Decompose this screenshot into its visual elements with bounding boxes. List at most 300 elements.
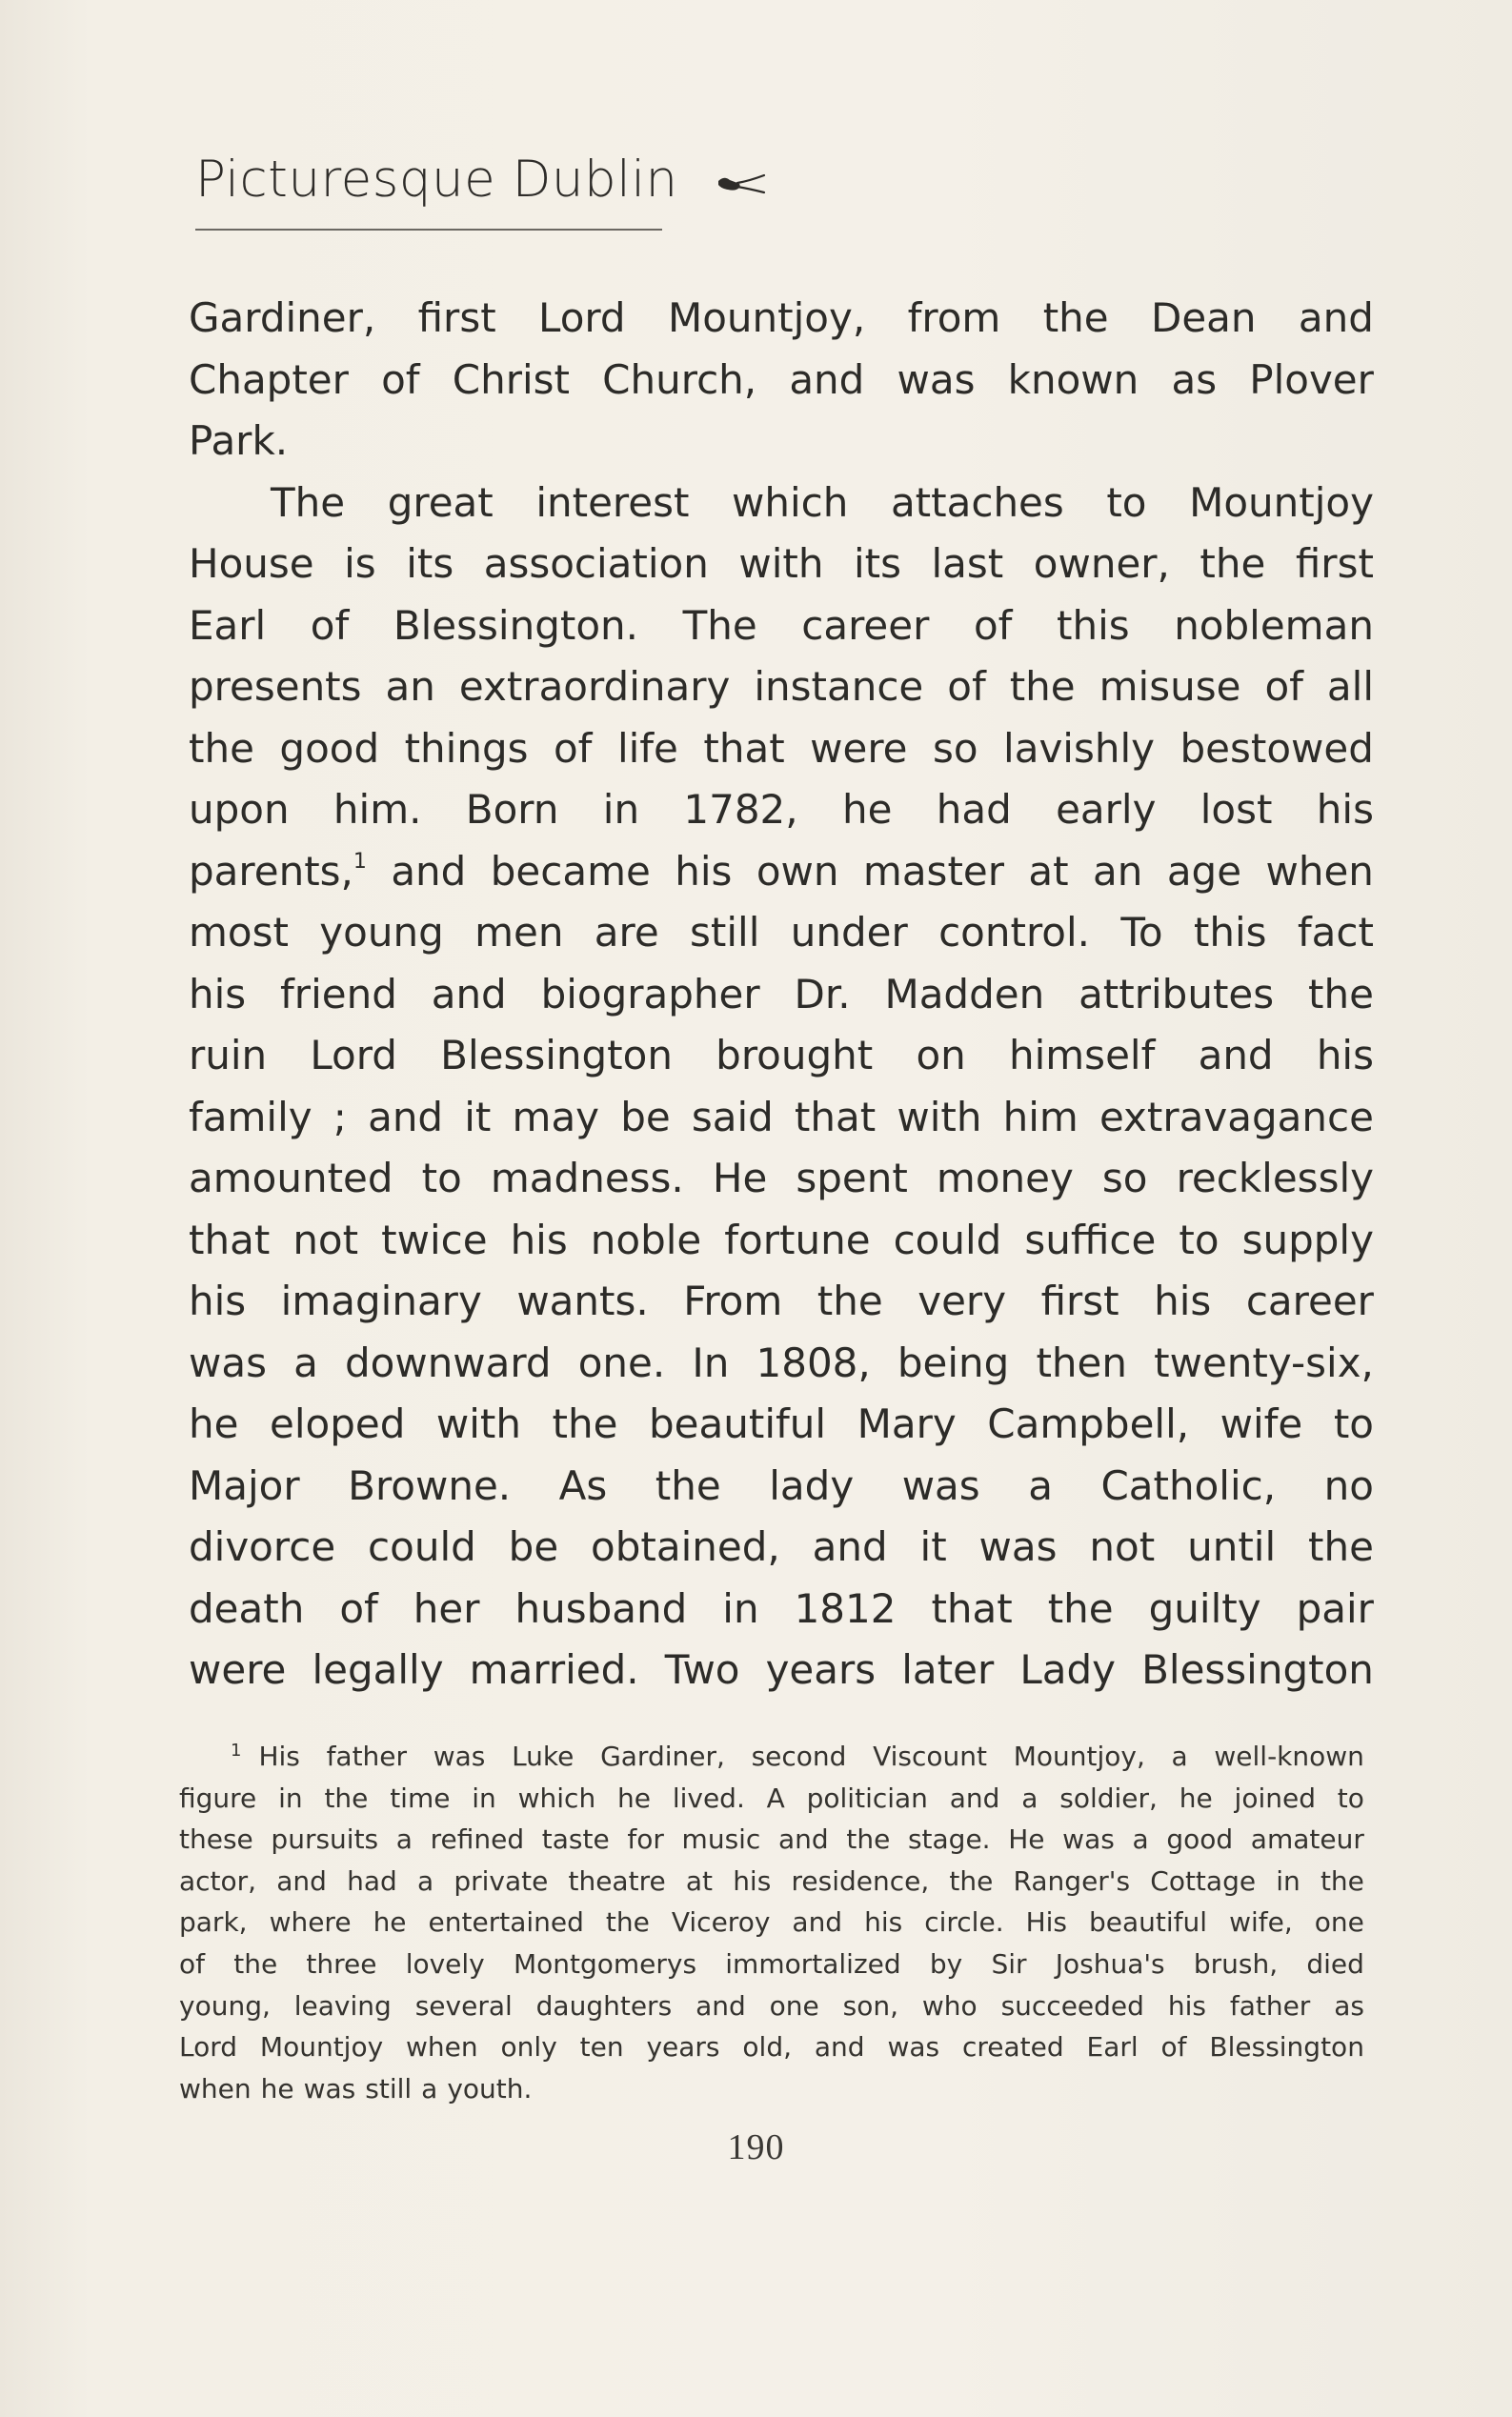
body-word: Park. [189, 417, 289, 464]
body-word: of [553, 724, 593, 772]
body-word: still [690, 909, 760, 956]
body-word: career [801, 601, 930, 649]
footnote-word: died [1306, 1947, 1364, 1980]
footnote-word: pursuits [271, 1823, 379, 1856]
body-word: ruin [189, 1032, 268, 1078]
footnote-word: and [814, 2031, 865, 2064]
footnote-word: the [605, 1906, 650, 1939]
footnote-line [179, 2026, 1364, 2068]
footnote-word: well-known [1214, 1741, 1364, 1772]
body-word: In [692, 1339, 730, 1386]
footnote-word: father [1229, 1989, 1311, 2022]
body-word: until [1187, 1523, 1277, 1570]
footnote-word: was [887, 2031, 940, 2064]
footnote-word: as [1334, 1989, 1364, 2022]
body-word: Blessington [440, 1032, 673, 1078]
body-word: Browne. [348, 1461, 512, 1509]
footnote-word: his [733, 1864, 772, 1897]
body-word: were [810, 724, 908, 772]
footnote-word: Gardiner, [600, 1741, 725, 1772]
body-word: Lady [1019, 1646, 1116, 1693]
body-line [189, 1517, 1374, 1579]
body-word: years [765, 1646, 877, 1693]
body-word: was [897, 355, 976, 403]
body-word: the [1307, 970, 1374, 1017]
footnote-word: daughters [535, 1989, 673, 2022]
footnote-word: Blessington [1209, 2031, 1364, 2064]
footnote-word: who [921, 1989, 978, 2022]
body-word: in [602, 786, 640, 833]
body-word: his [189, 1278, 247, 1324]
footnote-word: for [627, 1823, 664, 1856]
body-word: it [919, 1523, 947, 1570]
body-word: this [1056, 601, 1130, 649]
body-word: at [1028, 847, 1069, 895]
body-word: later [901, 1646, 995, 1693]
body-word: wife [1220, 1400, 1303, 1447]
footnote-word: Viscount [873, 1741, 988, 1772]
body-word: pair [1296, 1584, 1374, 1632]
footnote-word: Montgomerys [513, 1947, 697, 1980]
body-word: As [558, 1461, 608, 1509]
body-word: 1812 [794, 1584, 897, 1632]
footnote-word: brush, [1193, 1947, 1279, 1980]
footnote-word: he [1179, 1782, 1213, 1814]
footnote-word: was [1062, 1823, 1115, 1856]
footnote-word: where [269, 1906, 352, 1939]
body-word: became [490, 847, 651, 895]
body-line [189, 656, 1374, 718]
body-word: spent [796, 1155, 908, 1201]
body-word: himself [1008, 1032, 1156, 1078]
body-word: owner, [1033, 540, 1170, 587]
body-word: attaches [890, 478, 1064, 526]
running-head: Picturesque Dublin [195, 151, 678, 209]
footnote-word: of [179, 1947, 205, 1980]
body-word: so [932, 724, 978, 772]
body-word: of [310, 601, 350, 649]
footnote-word: the [324, 1782, 369, 1814]
body-line [189, 902, 1374, 964]
footnote-word: when [179, 2072, 252, 2105]
footnote-word: his [1167, 1989, 1206, 2022]
body-word: amounted [189, 1155, 393, 1201]
footnote-word: the [1320, 1864, 1364, 1897]
body-word: the [1308, 1523, 1374, 1570]
body-word: beautiful [649, 1400, 827, 1447]
footnote-word: succeeded [1000, 1989, 1144, 2022]
body-word: with [897, 1093, 982, 1140]
body-word: 1808, [756, 1339, 871, 1386]
footnote-line [179, 1778, 1364, 1820]
body-word: great [387, 478, 494, 526]
body-word: Blessington. [393, 601, 638, 649]
body-word: things [404, 724, 529, 772]
footnote-word: at [685, 1864, 714, 1897]
body-word: The [682, 601, 757, 649]
body-word: Mountjoy [1189, 478, 1374, 526]
body-word: instance [754, 663, 924, 710]
body-line [189, 473, 1374, 534]
footnote-word: and [778, 1823, 829, 1856]
body-word: being [897, 1339, 1010, 1386]
body-word: his [1154, 1278, 1212, 1324]
footnote-word: these [179, 1823, 253, 1856]
body-word: it [464, 1093, 492, 1140]
body-word: the [1200, 540, 1266, 587]
footnote-word: his [864, 1906, 903, 1939]
body-word: of [947, 663, 986, 710]
body-word: the [552, 1400, 618, 1447]
footnote-word: the [233, 1947, 278, 1980]
body-word: bestowed [1179, 724, 1374, 772]
body-word: to [421, 1155, 462, 1201]
footnote-word: ten [579, 2031, 624, 2064]
footnote-word: youth. [447, 2072, 533, 2105]
footnote-word: theatre [568, 1864, 666, 1897]
body-word: was [189, 1339, 267, 1386]
body-word: with [435, 1400, 522, 1447]
body-line [189, 1210, 1374, 1272]
footnote-word: Joshua's [1055, 1947, 1165, 1980]
footnote-word: a [416, 1864, 434, 1897]
body-word: the [189, 724, 254, 772]
footnotes [179, 1736, 1364, 2109]
body-word: first [1295, 540, 1374, 587]
body-word: Born [465, 786, 559, 833]
body-word: Plover [1249, 355, 1374, 403]
body-line [189, 1579, 1374, 1641]
body-word: fact [1297, 909, 1374, 956]
page-number: 190 [727, 2127, 785, 2167]
footnote-word: good [1166, 1823, 1234, 1856]
body-word: could [368, 1523, 476, 1570]
body-word: said [691, 1093, 774, 1140]
body-word: so [1101, 1155, 1148, 1201]
body-word: guilty [1148, 1584, 1261, 1632]
body-word: downward [344, 1339, 552, 1386]
body-word: of [973, 601, 1013, 649]
body-line [189, 1333, 1374, 1395]
body-word: be [620, 1093, 671, 1140]
footnote-word: figure [179, 1782, 257, 1814]
footnote-word: Cottage [1150, 1864, 1257, 1897]
footnote-word: immortalized [725, 1947, 901, 1980]
footnote-word: had [347, 1864, 397, 1897]
footnote-line [179, 1944, 1364, 1985]
footnote-word: in [472, 1782, 496, 1814]
body-word: married. [469, 1646, 639, 1693]
body-word: twice [381, 1216, 488, 1263]
body-line [189, 411, 1374, 473]
body-word: could [893, 1216, 1002, 1263]
body-word: Chapter [189, 355, 349, 403]
body-word: his [1316, 1032, 1374, 1078]
body-word: his [1316, 786, 1374, 833]
body-word: were [189, 1646, 287, 1693]
body-word: From [683, 1278, 783, 1324]
footnote-word: the [846, 1823, 891, 1856]
footnote-reference: 1 [353, 849, 367, 874]
body-word: men [474, 909, 564, 956]
footnote-word: in [278, 1782, 303, 1814]
footnote-word: and [276, 1864, 327, 1897]
body-word: that [189, 1216, 271, 1263]
body-word: ; [333, 1093, 347, 1140]
footnote-word: Luke [512, 1741, 575, 1772]
body-word: not [1089, 1523, 1156, 1570]
body-word: early [1056, 786, 1157, 833]
footnote-word: a [1021, 1782, 1038, 1814]
footnote-word: a [1171, 1741, 1188, 1772]
footnote-line [179, 1902, 1364, 1944]
footnote-word: Lord [179, 2031, 238, 2064]
body-line [189, 964, 1374, 1026]
body-word: young [319, 909, 444, 956]
body-word: that [931, 1584, 1013, 1632]
footnote-word: Mountjoy [259, 2031, 384, 2064]
pointing-hand-icon [716, 171, 768, 196]
footnote-word: residence, [791, 1864, 930, 1897]
footnote-word: when [406, 2031, 478, 2064]
body-word: and [1298, 294, 1374, 341]
body-word: and [812, 1523, 888, 1570]
body-word: and [789, 355, 865, 403]
footnote-word: actor, [179, 1864, 257, 1897]
footnote-word: a [1132, 1823, 1149, 1856]
body-word: which [732, 478, 849, 526]
footnote-word: father [326, 1741, 408, 1772]
body-word: a [293, 1339, 318, 1386]
body-word: wants. [516, 1278, 649, 1324]
body-word: not [292, 1216, 359, 1263]
body-word: extraordinary [458, 663, 731, 710]
body-word: this [1193, 909, 1267, 956]
body-word: lavishly [1003, 724, 1155, 772]
body-word: his [675, 847, 733, 895]
body-word: money [936, 1155, 1074, 1201]
body-word: friend [280, 970, 397, 1017]
footnote-line [179, 1861, 1364, 1903]
footnote-word: refined [430, 1823, 525, 1856]
footnote-word: private [454, 1864, 549, 1897]
body-line [189, 1640, 1374, 1702]
footnote-word: was [303, 2072, 356, 2105]
footnote-word: taste [541, 1823, 610, 1856]
body-word: good [279, 724, 380, 772]
footnote-word: A [766, 1782, 785, 1814]
body-word: was [901, 1461, 980, 1509]
body-word: the [1009, 663, 1076, 710]
body-line [189, 350, 1374, 412]
body-word: an [385, 663, 435, 710]
body-word: with [738, 540, 824, 587]
body-word: and [391, 847, 467, 895]
body-word: parents,$^1$ [189, 847, 367, 895]
footnote-word: to [1337, 1782, 1364, 1814]
footnote-word: amateur [1250, 1823, 1364, 1856]
body-word: her [413, 1584, 480, 1632]
body-word: from [907, 294, 1001, 341]
body-word: a [1028, 1461, 1053, 1509]
footnote-word: one [769, 1989, 819, 2022]
footnote-word: entertained [428, 1906, 584, 1939]
body-word: its [853, 540, 902, 587]
body-word: upon [189, 786, 290, 833]
body-word: fortune [724, 1216, 871, 1263]
body-word: the [1042, 294, 1109, 341]
footnote-word: a [421, 2072, 438, 2105]
body-word: he [189, 1400, 239, 1447]
body-word: first [1040, 1278, 1119, 1324]
body-word: husband [514, 1584, 688, 1632]
footnote-word: $^1$ His [231, 1741, 300, 1772]
body-word: eloped [270, 1400, 406, 1447]
body-word: was [978, 1523, 1058, 1570]
body-line [189, 288, 1374, 350]
body-word: Gardiner, [189, 294, 376, 341]
body-word: Church, [602, 355, 757, 403]
footnote-word: beautiful [1089, 1906, 1208, 1939]
body-word: that [703, 724, 785, 772]
body-word: supply [1241, 1216, 1374, 1263]
footnote-line [179, 1985, 1364, 2027]
body-word: him. [333, 786, 422, 833]
body-word: and [1198, 1032, 1274, 1078]
body-line [189, 1456, 1374, 1518]
body-word: the [1047, 1584, 1114, 1632]
body-word: Madden [884, 970, 1045, 1017]
body-line [189, 841, 1374, 903]
footnote-word: old, [742, 2031, 792, 2064]
body-word: of [381, 355, 420, 403]
body-word: interest [535, 478, 690, 526]
footnote-word: in [1276, 1864, 1300, 1897]
body-line [189, 534, 1374, 595]
footnote-word: which [517, 1782, 596, 1814]
body-word: its [406, 540, 454, 587]
footnote-word: He [1008, 1823, 1045, 1856]
footnote-word: stage. [907, 1823, 991, 1856]
footnote-word: second [751, 1741, 847, 1772]
footnote-word: soldier, [1059, 1782, 1158, 1814]
body-line [189, 1394, 1374, 1456]
body-word: Lord [310, 1032, 397, 1078]
body-word: in [722, 1584, 759, 1632]
body-word: one. [577, 1339, 666, 1386]
running-head-rule [195, 229, 662, 231]
body-line [189, 1025, 1374, 1087]
body-word: career [1245, 1278, 1374, 1324]
body-word: presents [189, 663, 362, 710]
body-word: all [1326, 663, 1374, 710]
body-word: nobleman [1174, 601, 1374, 649]
body-word: to [1106, 478, 1147, 526]
footnote-word: and [696, 1989, 746, 2022]
footnote-word: Earl [1086, 2031, 1139, 2064]
body-word: recklessly [1176, 1155, 1374, 1201]
footnote-word: several [414, 1989, 513, 2022]
footnote-word: three [306, 1947, 377, 1980]
footnote-word: of [1160, 2031, 1187, 2064]
body-word: House [189, 540, 314, 587]
footnote-word: one [1314, 1906, 1364, 1939]
body-line [189, 1148, 1374, 1210]
body-word: He [712, 1155, 768, 1201]
body-word: obtained, [591, 1523, 780, 1570]
body-line [189, 1271, 1374, 1333]
footnote-word: and [949, 1782, 1000, 1814]
body-word: Dr. [794, 970, 851, 1017]
body-word: lady [769, 1461, 855, 1509]
body-word: Earl [189, 601, 267, 649]
body-word: To [1120, 909, 1163, 956]
body-word: under [790, 909, 908, 956]
body-word: Christ [452, 355, 570, 403]
body-line [189, 779, 1374, 841]
body-word: the [816, 1278, 883, 1324]
footnote-word: joined [1234, 1782, 1316, 1814]
body-word: that [794, 1093, 877, 1140]
footnote-word: politician [806, 1782, 928, 1814]
footnote-word: time [390, 1782, 451, 1814]
footnote-word: music [681, 1823, 761, 1856]
footnote-word: a [395, 1823, 413, 1856]
body-line [189, 1087, 1374, 1149]
body-word: divorce [189, 1523, 336, 1570]
footnote-word: Viceroy [671, 1906, 771, 1939]
body-word: very [917, 1278, 1007, 1324]
body-word: Blessington [1141, 1646, 1374, 1693]
body-word: him [1002, 1093, 1079, 1140]
body-word: then [1036, 1339, 1127, 1386]
body-word: noble [590, 1216, 702, 1263]
body-text [189, 288, 1374, 1702]
footnote-word: circle. [924, 1906, 1004, 1939]
body-word: first [417, 294, 496, 341]
footnote-word: lovely [405, 1947, 485, 1980]
body-word: had [936, 786, 1012, 833]
body-word: Lord [538, 294, 626, 341]
body-word: an [1093, 847, 1143, 895]
footnote-line [179, 1819, 1364, 1861]
footnote-word: was [433, 1741, 486, 1772]
footnote-line [179, 2068, 1364, 2110]
footnote-word: he [260, 2072, 294, 2105]
footnote-word: Sir [991, 1947, 1027, 1980]
body-word: to [1179, 1216, 1220, 1263]
footnote-word: years [646, 2031, 720, 2064]
footnote-word: Ranger's [1013, 1864, 1131, 1897]
body-word: legally [312, 1646, 444, 1693]
body-word: Mary [857, 1400, 957, 1447]
body-word: lost [1200, 786, 1273, 833]
body-word: family [189, 1093, 312, 1140]
body-word: Campbell, [987, 1400, 1190, 1447]
body-word: be [508, 1523, 559, 1570]
body-word: are [594, 909, 659, 956]
body-word: of [339, 1584, 378, 1632]
body-word: he [841, 786, 893, 833]
body-word: Two [664, 1646, 740, 1693]
body-word: Major [189, 1461, 300, 1509]
footnote-marker: 1 [231, 1741, 242, 1761]
body-word: twenty-six, [1154, 1339, 1374, 1386]
body-word: attributes [1079, 970, 1275, 1017]
footnote-word: young, [179, 1989, 271, 2022]
footnote-word: lived. [672, 1782, 745, 1814]
body-word: Catholic, [1100, 1461, 1277, 1509]
